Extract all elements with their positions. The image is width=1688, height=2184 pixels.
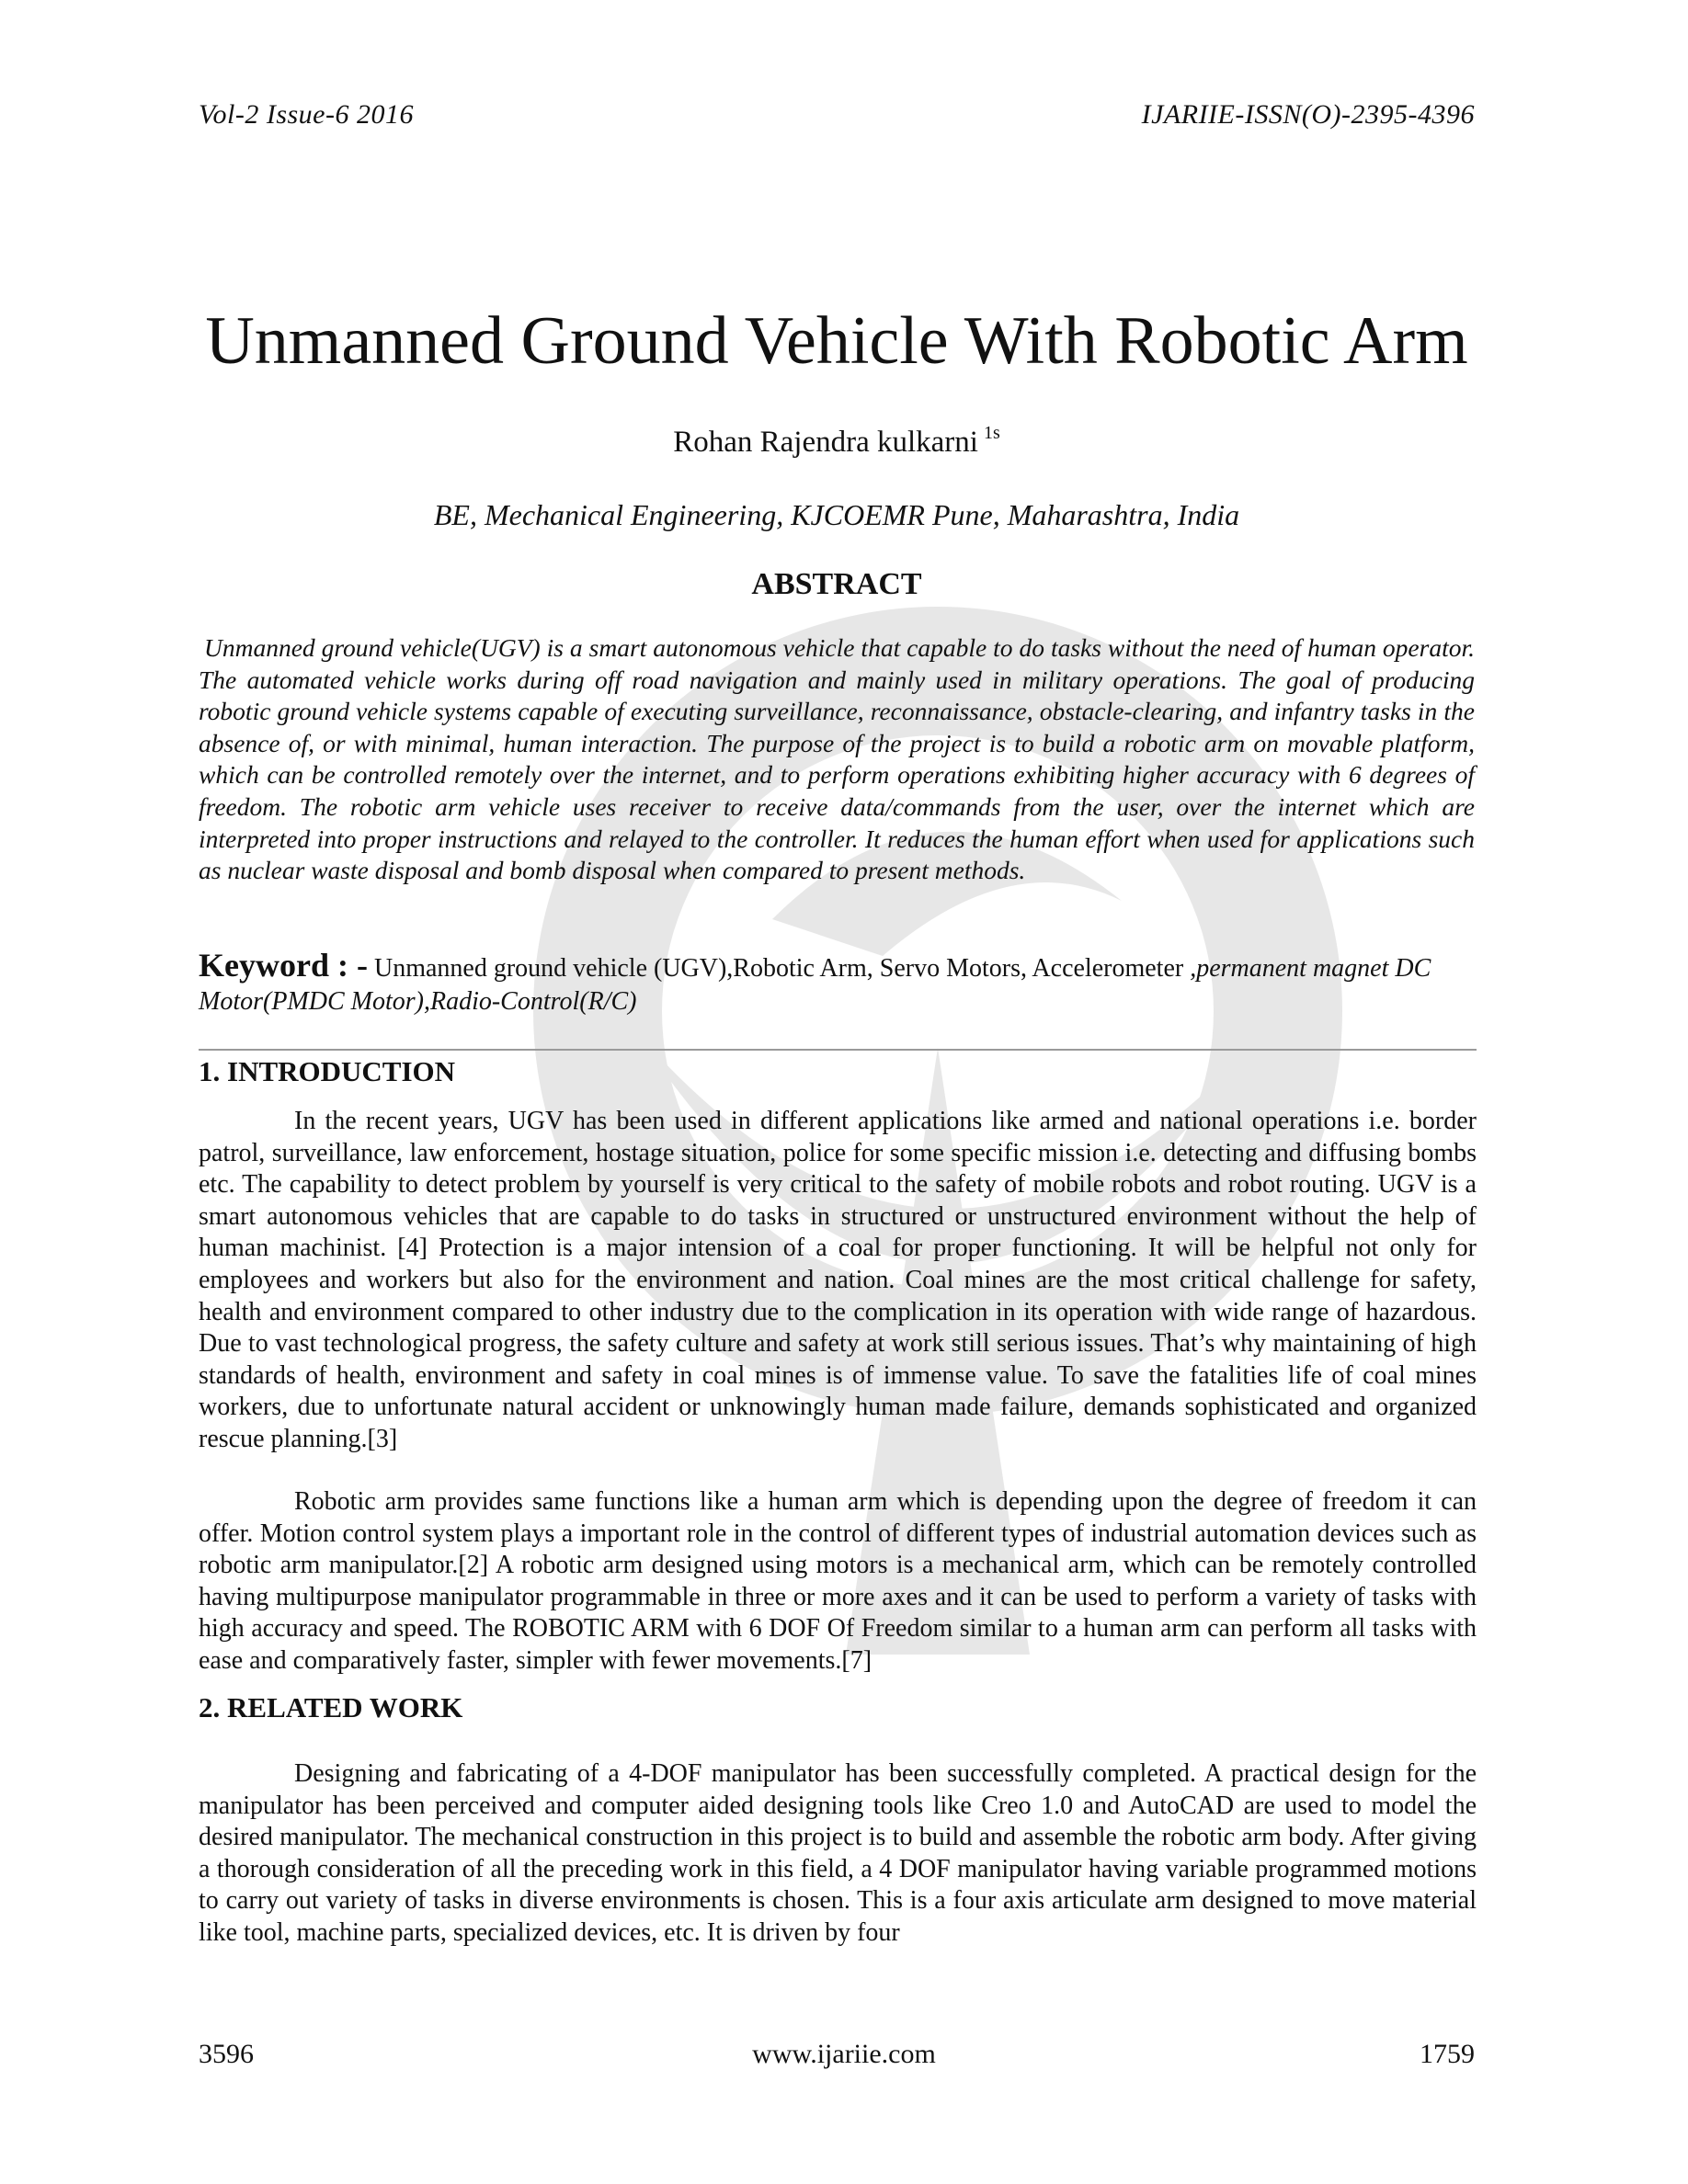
related-work-paragraph-1: Designing and fabricating of a 4-DOF manipulator has been successfully completed. A practical design for the manipulator has been perceived and computer aided designing tools like Creo 1.0 and AutoCAD are used to model the desired manipulator. The mechanical construction in this project is to build and assemble the robotic arm body. After giving a thorough consideration of all the preceding work in this field, a 4 DOF manipulator having variable programmed motions to carry out variety of tasks in diverse environments is chosen. This is a four axis articulate arm designed to move material like tool, machine parts, specialized devices, etc. It is driven by four [199, 1759, 1477, 1947]
header-volume-issue: Vol-2 Issue-6 2016 [199, 99, 414, 130]
abstract-body: Unmanned ground vehicle(UGV) is a smart autonomous vehicle that capable to do tasks without the need of human operator. The automated vehicle works during off road navigation and mainly used in military operations. The goal of producing robotic ground vehicle systems capable of executing surveillance, reconnaissance, obstacle-clearing, and infantry tasks in the absence of, or with minimal, human interaction. The purpose of the project is to build a robotic arm on movable platform, which can be controlled remotely over the internet, and to perform operations exhibiting higher accuracy with 6 degrees of freedom. The robotic arm vehicle uses receiver to receive data/commands from the user, over the internet which are interpreted into proper instructions and relayed to the controller. It reduces the human effort when used for applications such as nuclear waste disposal and bomb disposal when compared to present methods. [199, 633, 1475, 885]
section-heading-related-work: 2. RELATED WORK [199, 1691, 463, 1723]
author-name: Rohan Rajendra kulkarni [673, 426, 978, 459]
introduction-paragraph-1: In the recent years, UGV has been used in different applications like armed and national operations i.e. border patrol, surveillance, law enforcement, hostage situation, police for some specific mission i.e. detecting and diffusing bombs etc. The capability to detect problem by yourself is very critical to the safety of mobile robots and robot routing. UGV is a smart autonomous vehicles that are capable to do tasks in structured or unstructured environment without the help of human machinist. [4] Protection is a major intension of a coal for proper functioning. It will be helpful not only for employees and workers but also for the environment and nation. Coal mines are the most critical challenge for safety, health and environment compared to other industry due to the complication in its operation with wide range of hazardous. Due to vast technological progress, the safety culture and safety at work still serious issues. That’s why maintaining of high standards of health, environment and safety in coal mines is of immense value. To save the fatalities life of coal mines workers, due to unfortunate natural accident or unknowingly human made failure, demands sophisticated and organized rescue planning.[3] [199, 1107, 1477, 1453]
footer-paper-id: 3596 [199, 2039, 254, 2069]
introduction-paragraph-2: Robotic arm provides same functions like a human arm which is depending upon the degree of freedom it can offer. Motion control system plays a important role in the control of different types of industrial automation devices such as robotic arm manipulator.[2] A robotic arm designed using motors is a mechanical arm, which can be remotely controlled having multipurpose manipulator programmable in three or more axes and it can be used to perform a variety of tasks with high accuracy and speed. The ROBOTIC ARM with 6 DOF Of Freedom similar to a human arm can perform all tasks with ease and comparatively faster, simpler with fewer movements.[7] [199, 1487, 1477, 1675]
footer-page-number: 1759 [1420, 2039, 1475, 2069]
author-superscript: 1s [983, 423, 1000, 443]
abstract-heading: ABSTRACT [751, 567, 922, 601]
section-heading-introduction: 1. INTRODUCTION [199, 1055, 456, 1087]
paper-title: Unmanned Ground Vehicle With Robotic Arm [205, 303, 1468, 379]
author-line [199, 423, 1475, 460]
keywords-italic: ,permanent magnet DC Motor(PMDC Motor),Radio-Control(R/C) [199, 954, 1431, 1016]
keywords-label: Keyword : - [199, 947, 368, 984]
keywords-plain: Unmanned ground vehicle (UGV),Robotic Arm, Servo Motors, Accelerometer [367, 954, 1191, 983]
section-divider [199, 1049, 1477, 1051]
author-affiliation: BE, Mechanical Engineering, KJCOEMR Pune, Maharashtra, India [433, 498, 1240, 531]
header-issn: IJARIIE-ISSN(O)-2395-4396 [1141, 99, 1475, 130]
keywords [199, 949, 1475, 1018]
footer-website: www.ijariie.com [752, 2039, 936, 2069]
